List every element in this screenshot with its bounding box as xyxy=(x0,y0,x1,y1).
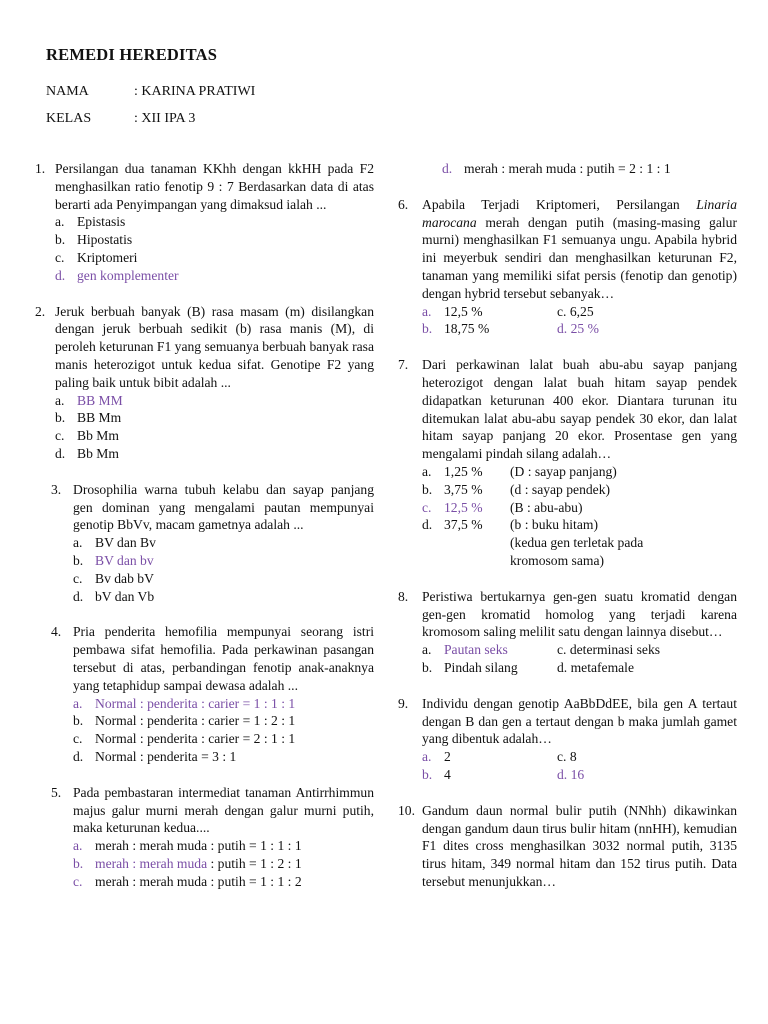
option-d-selected: d. 25 % xyxy=(557,321,599,337)
question-3 xyxy=(35,481,374,606)
question-stem: Individu dengan genotip AaBbDdEE, bila gen A tertaut dengan B dan gen a tertaut dengan b maka jumlah gamet yang dibentuk adalah… xyxy=(422,695,737,747)
option-d: d. Normal : penderita = 3 : 1 xyxy=(73,748,237,764)
nama-row xyxy=(46,84,255,100)
question-number: 7. xyxy=(398,357,409,373)
question-stem: Drosophilia warna tubuh kelabu dan sayap panjang gen dominan yang mengalami pautan mempunyai genotip BbVv, macam gametnya adalah ... xyxy=(73,481,374,533)
question-stem: Gandum daun normal bulir putih (NNhh) dikawinkan dengan gandum daun tirus bulir hitam (nnHH), kemudian F1 dites cross menghasilkan 3032 normal putih, 3135 tirus hitam, 349 normal hitam dan 152 tirus putih. Data tersebut menunjukkan… xyxy=(422,802,737,889)
question-10 xyxy=(398,802,737,891)
question-4 xyxy=(35,623,374,765)
option-d: d. Bb Mm xyxy=(55,445,119,461)
question-number: 1. xyxy=(35,161,46,176)
question-1 xyxy=(35,160,374,285)
option-c: c. Bb Mm xyxy=(55,428,119,444)
kelas-label: KELAS xyxy=(46,111,92,126)
option-d-selected: d. gen komplementer xyxy=(55,267,179,283)
species-name: Linaria marocana xyxy=(422,196,737,230)
question-number: 5. xyxy=(51,784,62,800)
question-number: 2. xyxy=(35,303,46,319)
document-title: REMEDI HEREDITAS xyxy=(46,45,218,64)
nama-label: NAMA xyxy=(46,84,89,99)
option-a: a. BB MM xyxy=(55,392,123,408)
question-number: 9. xyxy=(398,695,409,711)
question-number: 8. xyxy=(398,588,409,604)
option-row-ac: a. 2 c. 8 xyxy=(422,749,577,765)
question-number: 3. xyxy=(51,481,62,497)
question-2 xyxy=(35,303,374,463)
question-stem: Pada pembastaran intermediat tanaman Antirrhimmun majus galur murni merah dengan galur murni putih, maka keturunan kedua.... xyxy=(73,784,374,836)
question-stem: Peristiwa bertukarnya gen-gen suatu kromatid dengan gen-gen kromatid homolog yang terjadi karena kromosom saling melilit satu dengan lainnya disebut… xyxy=(422,588,737,640)
question-number: 6. xyxy=(398,196,409,212)
option-row-bd: b. Pindah silang d. metafemale xyxy=(422,659,634,675)
option-note: (kedua gen terletak pada xyxy=(510,535,644,551)
question-number: 4. xyxy=(51,624,62,640)
question-9 xyxy=(398,695,737,784)
option-b: b. Normal : penderita : carier = 1 : 2 : 1 xyxy=(73,713,296,729)
option-a: a. 1,25 % (D : sayap panjang) xyxy=(422,463,617,479)
option-b: b. merah : merah muda : putih = 1 : 2 : 1 xyxy=(73,855,302,871)
question-6 xyxy=(398,196,737,338)
question-number: 10. xyxy=(398,802,415,818)
option-row-bd: b. 4 d. 16 xyxy=(422,766,585,782)
question-8 xyxy=(398,588,737,677)
option-c-selected: c. 12,5 % (B : abu-abu) xyxy=(422,499,583,515)
option-b: b. BV dan bv xyxy=(73,552,154,568)
option-row-bd: b. 18,75 % d. 25 % xyxy=(422,321,599,337)
option-b: b. 3,75 % (d : sayap pendek) xyxy=(422,481,611,497)
option-row-ac: a. Pautan seks c. determinasi seks xyxy=(422,642,661,658)
option-b: b. Hipostatis xyxy=(55,232,133,248)
option-a-selected: Pautan seks xyxy=(444,642,508,658)
question-stem: Persilangan dua tanaman KKhh dengan kkHH pada F2 menghasilkan ratio fenotip 9 : 7 Berdasarkan data di atas berarti ada Penyimpangan yang dimaksud ialah ... xyxy=(55,161,374,212)
option-d: d. 37,5 % (b : buku hitam) xyxy=(422,517,598,533)
question-stem: Pria penderita hemofilia mempunyai seorang istri pembawa sifat hemofilia. Pada perkawinan pasangan tersebut di atas, perbandingan fenotip anak-anaknya yang tetaphidup sampai dewasa adalah ... xyxy=(73,624,374,693)
question-7 xyxy=(398,356,737,570)
option-d-selected: d. 16 xyxy=(557,766,585,782)
question-5-continued xyxy=(398,160,737,178)
question-stem: Jeruk berbuah banyak (B) rasa masam (m) disilangkan dengan jeruk berbuah sedikit (b) rasa manis (M), di peroleh keturunan F1 yang semuanya berbuah banyak rasa manis heterozigot untuk kedua sifat. Genotipe F2 yang paling baik untuk bibit adalah ... xyxy=(55,303,374,390)
question-5 xyxy=(35,784,374,891)
left-column xyxy=(35,160,374,890)
option-a-selected: a. Normal : penderita : carier = 1 : 1 : 1 xyxy=(73,695,296,711)
option-a: a. Epistasis xyxy=(55,214,126,230)
option-row-ac: a. 12,5 % c. 6,25 xyxy=(422,303,594,319)
option-b: b. BB Mm xyxy=(55,410,122,426)
option-c: c. merah : merah muda : putih = 1 : 1 : 2 xyxy=(73,873,302,889)
option-a: a. merah : merah muda : putih = 1 : 1 : 1 xyxy=(73,838,302,854)
option-c: c. Kriptomeri xyxy=(55,249,138,265)
option-d: d. merah : merah muda : putih = 2 : 1 : 1 xyxy=(442,161,671,176)
right-column xyxy=(398,160,737,891)
option-d: d. bV dan Vb xyxy=(73,588,155,604)
option-c: c. Bv dab bV xyxy=(73,570,154,586)
kelas-value: : XII IPA 3 xyxy=(134,111,196,126)
question-stem: Dari perkawinan lalat buah abu-abu sayap panjang heterozigot dengan lalat buah hitam sayap pendek didapatkan keturunan 400 ekor. Diantara turunan itu ditemukan lalat abu-abu sayap pendek 30 ekor, dan lalat hitam sayap panjang 20 ekor. Prosentase gen yang mengalami pindah silang adalah… xyxy=(422,357,737,462)
option-a: a. BV dan Bv xyxy=(73,535,156,551)
question-stem: Apabila Terjadi Kriptomeri, Persilangan Linaria marocana merah dengan putih (masing-masing galur murni) menghasilkan F1 semuanya ungu. Apabila hybrid ini meyerbuk sendiri dan menghasilkan keturunan F2, tanaman yang memiliki sifat persis (fenotip dan genotip) dengan hybrid tersebut sebanyak… xyxy=(422,196,737,301)
kelas-row xyxy=(46,111,195,127)
option-note: kromosom sama) xyxy=(510,552,605,568)
nama-value: : KARINA PRATIWI xyxy=(134,84,256,99)
option-c: c. Normal : penderita : carier = 2 : 1 : 1 xyxy=(73,731,296,747)
